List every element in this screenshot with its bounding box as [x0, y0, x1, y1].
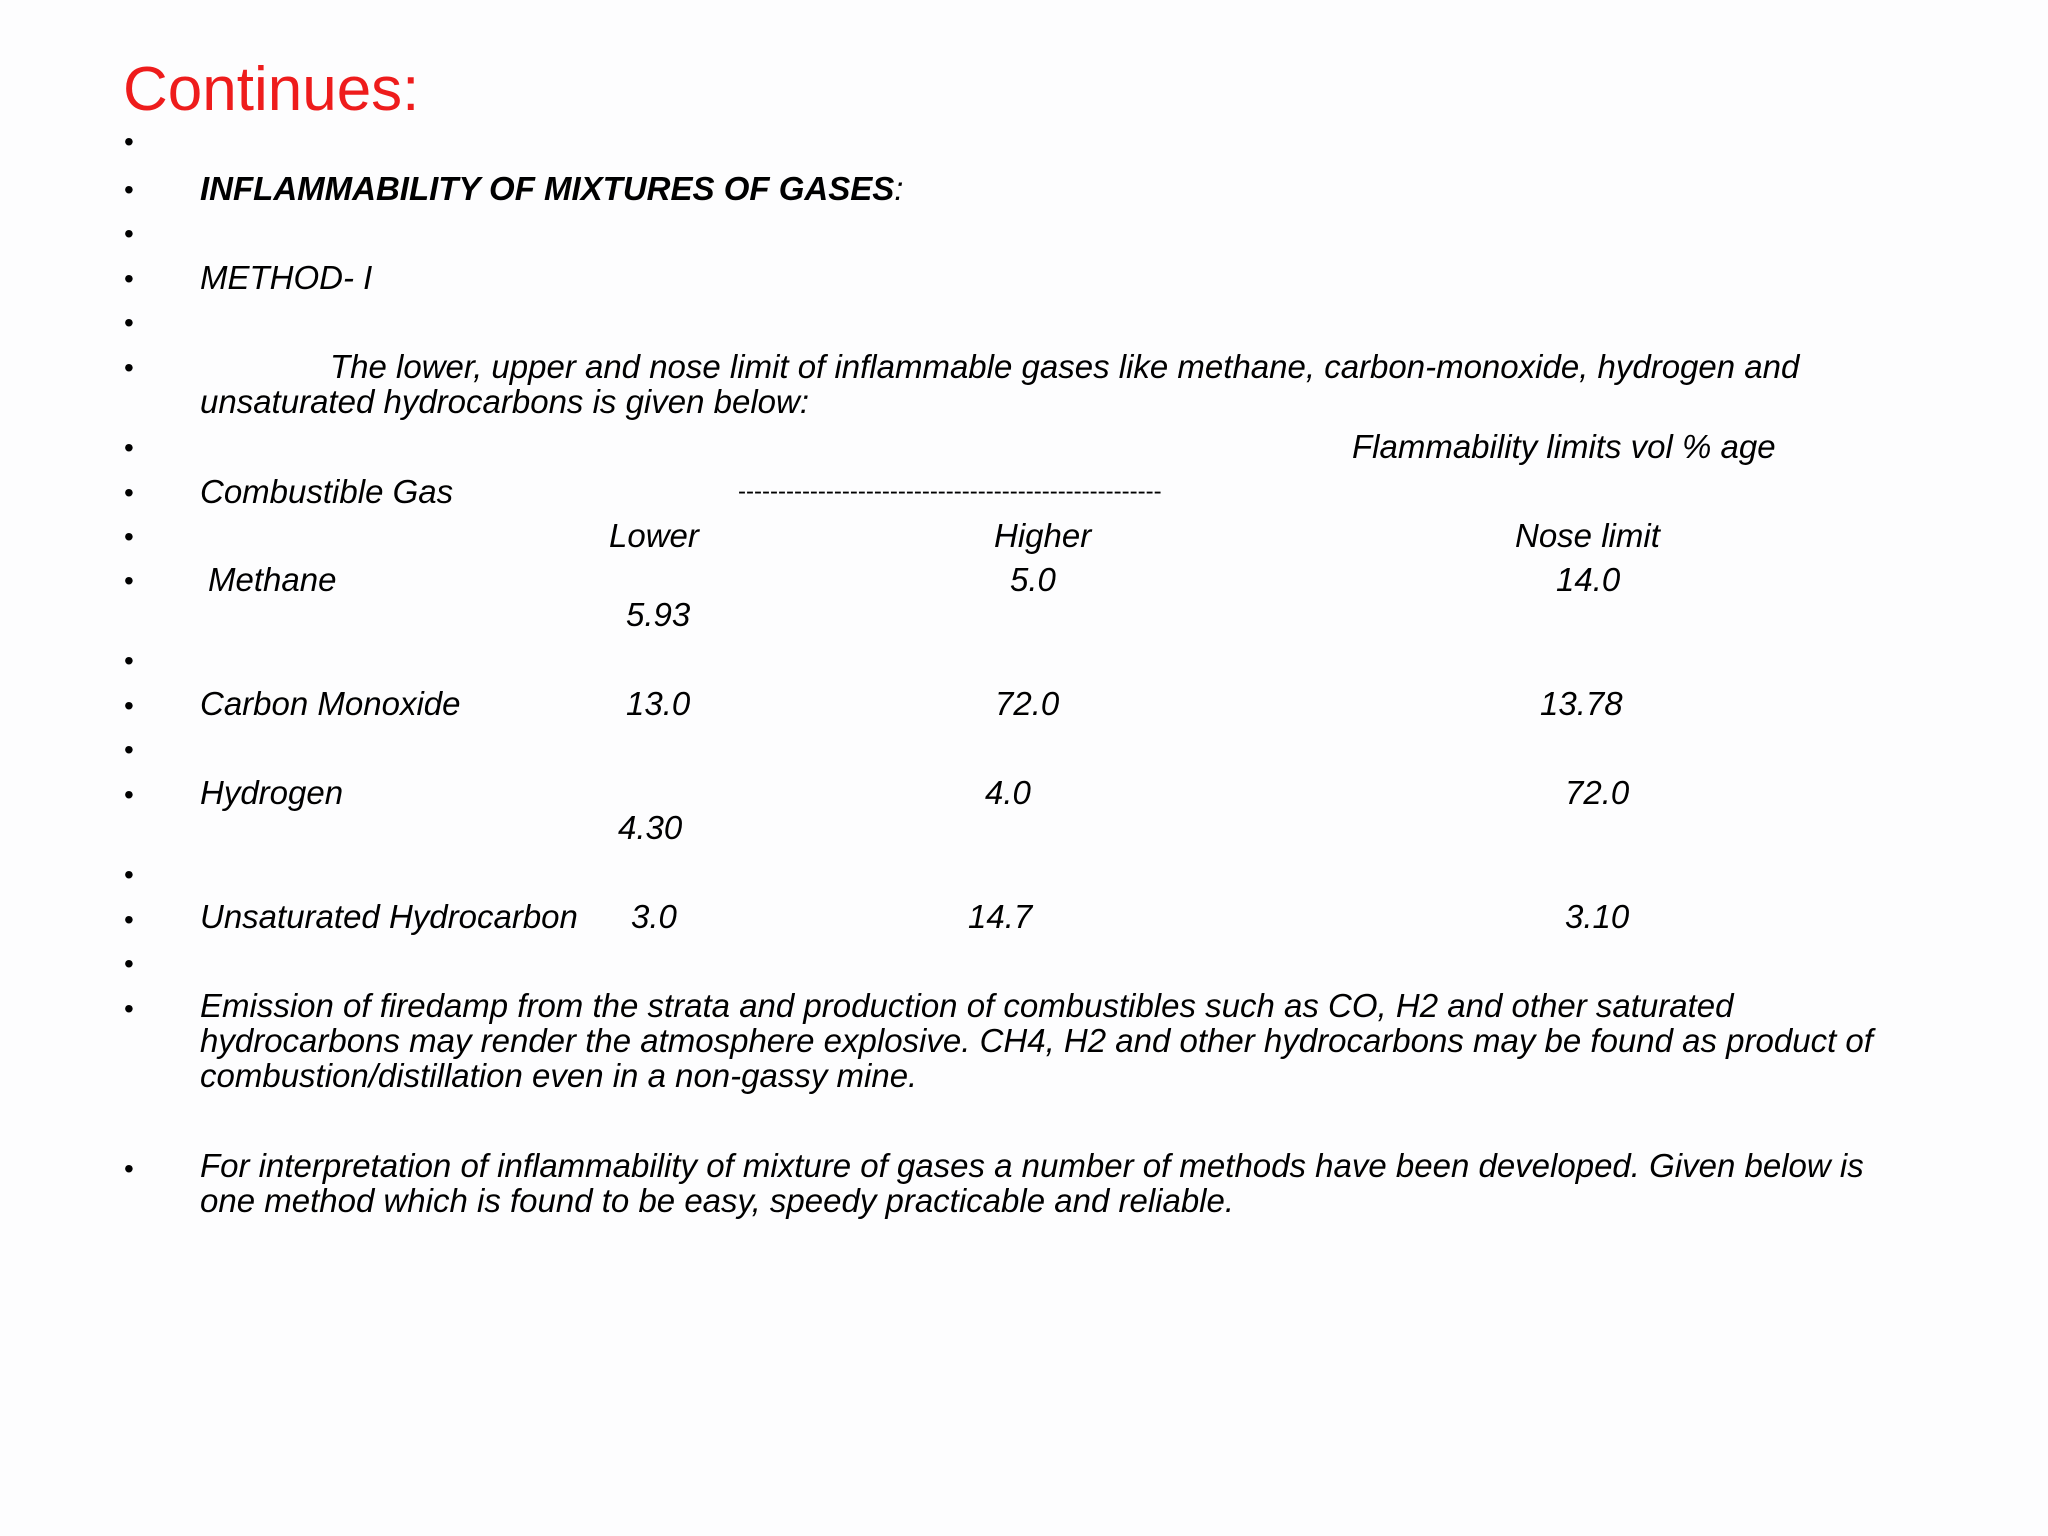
bullet-marker: •	[124, 218, 134, 249]
column-header-nose-limit: Nose limit	[1515, 517, 1660, 554]
table-cell-higher: 72.0	[995, 685, 1060, 722]
method-label: METHOD- I	[200, 259, 373, 296]
table-cell-higher: 4.0	[985, 774, 1031, 811]
bullet-marker: •	[124, 307, 134, 338]
bullet-marker: •	[124, 859, 134, 890]
bullet-marker: •	[124, 993, 134, 1024]
table-group-header: Flammability limits vol % age	[1352, 428, 1776, 465]
bullet-marker: •	[124, 126, 134, 157]
paragraph-interpretation-line2: one method which is found to be easy, speedy practicable and reliable.	[200, 1182, 1235, 1219]
bullet-marker: •	[124, 904, 134, 935]
slide-title: Continues:	[123, 55, 420, 124]
paragraph-interpretation-line1: For interpretation of inflammability of mixture of gases a number of methods have been developed. Given below is	[200, 1147, 1864, 1184]
table-cell-gas: Hydrogen	[200, 774, 344, 811]
bullet-marker: •	[124, 174, 134, 205]
bullet-marker: •	[124, 690, 134, 721]
table-cell-higher: 14.7	[968, 898, 1033, 935]
table-row-header: Combustible Gas	[200, 473, 454, 510]
paragraph-emission-line3: combustion/distillation even in a non-gassy mine.	[200, 1057, 918, 1094]
bullet-marker: •	[124, 477, 134, 508]
column-header-higher: Higher	[994, 517, 1092, 554]
table-cell-gas: Methane	[208, 561, 337, 598]
bullet-marker: •	[124, 1153, 134, 1184]
bullet-marker: •	[124, 263, 134, 294]
section-heading-text: INFLAMMABILITY OF MIXTURES OF GASES	[200, 170, 895, 207]
table-cell-nose: 13.78	[1540, 685, 1623, 722]
bullet-marker: •	[124, 948, 134, 979]
bullet-marker: •	[124, 352, 134, 383]
table-divider: -----------------------------------------------------	[738, 478, 1162, 505]
bullet-marker: •	[124, 432, 134, 463]
table-cell-nose: 72.0	[1565, 774, 1630, 811]
table-cell-gas: Carbon Monoxide	[200, 685, 461, 722]
table-cell-lower: 3.0	[631, 898, 677, 935]
intro-text-line1: The lower, upper and nose limit of inflammable gases like methane, carbon-monoxide, hydrogen and	[330, 348, 1800, 385]
column-header-lower: Lower	[609, 517, 699, 554]
table-cell-nose: 3.10	[1565, 898, 1630, 935]
bullet-marker: •	[124, 779, 134, 810]
bullet-marker: •	[124, 521, 134, 552]
table-cell-lower: 5.93	[626, 596, 691, 633]
section-heading	[200, 171, 903, 207]
bullet-marker: •	[124, 645, 134, 676]
table-cell-lower: 4.30	[618, 809, 683, 846]
table-cell-higher: 5.0	[1010, 561, 1056, 598]
table-cell-lower: 13.0	[626, 685, 691, 722]
section-heading-suffix: :	[894, 170, 904, 207]
intro-text-line2: unsaturated hydrocarbons is given below:	[200, 383, 810, 420]
bullet-marker: •	[124, 734, 134, 765]
paragraph-emission-line1: Emission of firedamp from the strata and production of combustibles such as CO, H2 and other saturated	[200, 987, 1734, 1024]
table-cell-gas: Unsaturated Hydrocarbon	[200, 898, 578, 935]
table-cell-nose: 14.0	[1556, 561, 1621, 598]
bullet-marker: •	[124, 565, 134, 596]
paragraph-emission-line2: hydrocarbons may render the atmosphere explosive. CH4, H2 and other hydrocarbons may be found as product of	[200, 1022, 1873, 1059]
